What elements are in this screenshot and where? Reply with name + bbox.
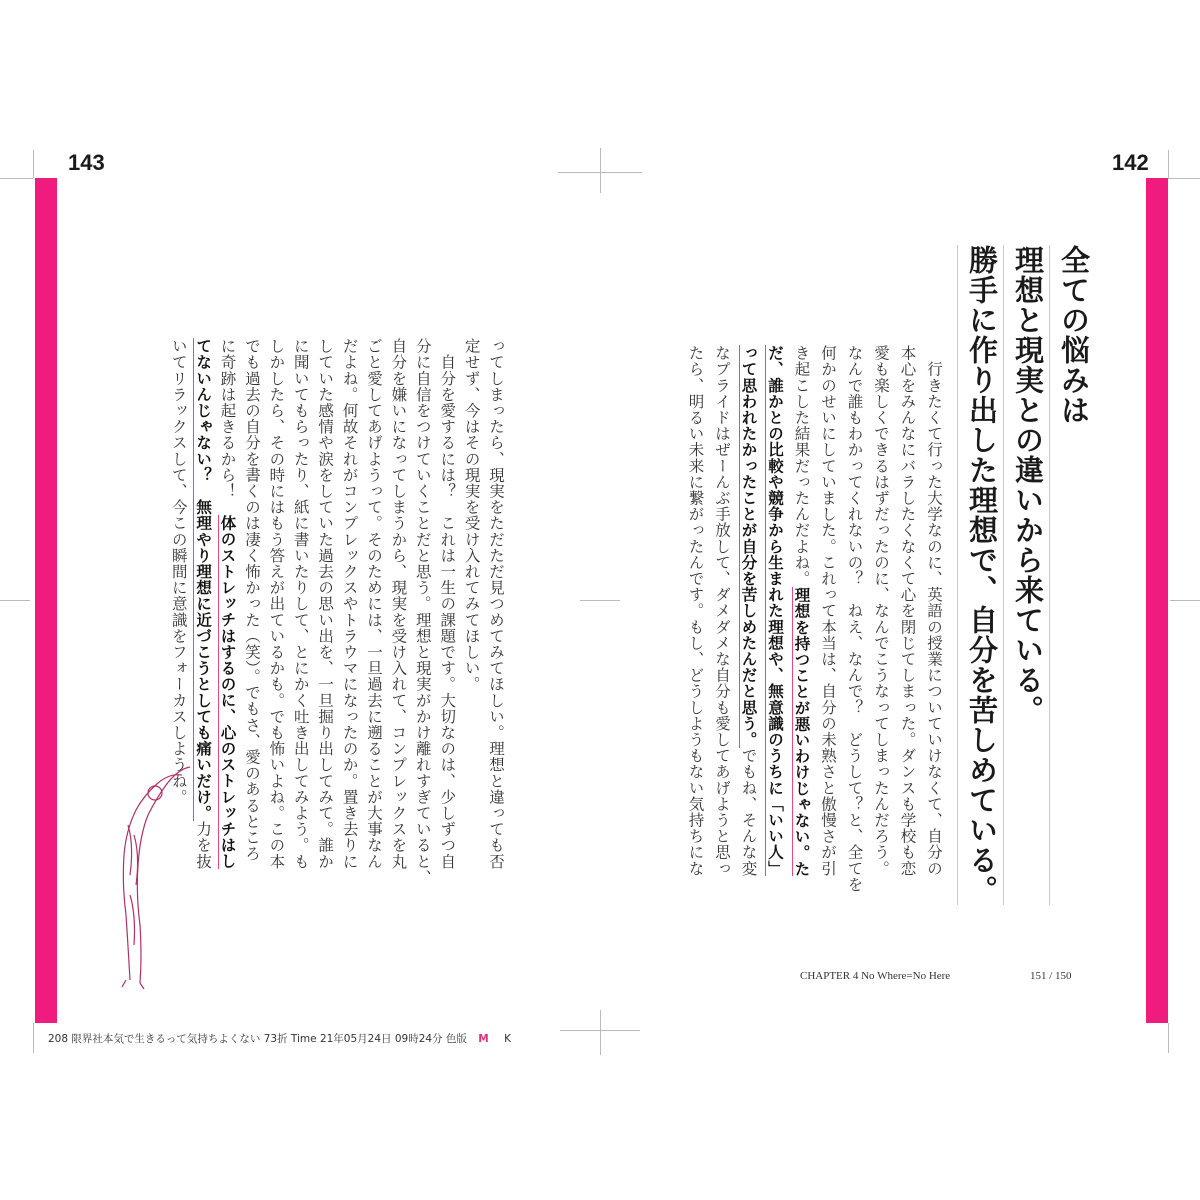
left-page-number: 143 [68,150,105,175]
crop-mark [1168,1023,1169,1053]
body-text: ってしまったら、現実をただただ見つめてみてほしい。理想と違っても否 [487,338,505,870]
text-column [215,338,239,868]
left-body-text [166,338,508,886]
stretching-woman-illustration [100,755,200,995]
body-text: でも過去の自分を書くのは凄く怖かった（笑）。でもさ、愛のあるところ [242,338,261,862]
text-column [337,338,361,868]
chapter-pages: 151 / 150 [1030,970,1072,982]
body-text: だよね。何故それがコンプレックスやトラウマになったのか。置き去りに [340,338,359,870]
emphasized-text: 体のストレッチはするのに、心のストレッチはし [218,515,237,870]
crop-mark [1168,150,1169,178]
text-column [868,345,895,875]
body-text: に聞いてもらったり、紙に書いたりして、とにかく吐き出してみよう。も [291,338,310,870]
body-text: 分に自信をつけていくことだと思う。理想と現実がかけ離れすぎていると、 [413,338,432,886]
text-column [815,345,842,875]
text-column [788,345,815,875]
body-text: していた感情や涙をしていた過去の思い出を、一旦掘り出してみて。誰か [316,338,335,870]
text-column [921,345,948,875]
chapter-headline [957,245,1095,905]
text-column [894,345,921,875]
body-text: なプライドはぜーんぶ手放して、ダメダメな自分も愛してあげようと思っ [713,345,731,877]
body-text: ごと愛してあげようって。そのためには、一旦過去に遡ることが大事なん [364,338,383,870]
body-text: に奇跡は起きるから！ [218,338,237,516]
crop-mark [0,600,30,601]
print-slug-text: 208 限界社本気で生きるって気持ちよくない 73折 Time 21年05月24日 09時24分 色版 [48,1033,471,1045]
headline-line: 全ての悩みは [1049,245,1095,905]
crop-mark [1170,600,1200,601]
left-accent-bar [35,178,57,1023]
text-column [735,345,762,875]
body-text: き起こした結果だったんだよね。 [792,345,811,587]
crop-mark [600,148,601,193]
text-column [682,345,709,875]
text-column [288,338,312,868]
body-text: なんで誰もわかってくれないの？ ねえ、なんで？ どうして？と、全てを [845,345,864,893]
emphasized-text: だ、誰かとの比較や競争から生まれた理想や、無意識のうちに「いい人」 [766,345,784,877]
headline-line: 理想と現実との違いから来ている。 [1003,245,1049,905]
text-column [313,338,337,868]
body-text: 本心をみんなにバラしたくなくて心を閉じてしまった。ダンスも学校も恋 [898,345,917,877]
text-column [264,338,288,868]
crop-mark [558,172,642,173]
body-text: でもね、そんな変 [739,747,758,877]
right-accent-bar [1146,178,1168,1023]
crop-mark [33,1023,34,1053]
body-text: 何かのせいにしていました。これって本当は、自分の未熟さと傲慢さが引 [819,345,837,877]
crop-mark [1168,178,1200,179]
right-body-text [682,345,947,893]
body-text: いてリラックスして、今この瞬間に意識をフォーカスしようね。 [169,338,188,805]
emphasized-text: てないんじゃない？ 無理やり理想に近づこうとしても痛いだけ。 [194,338,213,821]
text-column [762,345,789,875]
body-text: たら、明るい未来に繋がったんです。もし、どうしようもない気持ちにな [686,345,705,877]
text-column [435,338,459,868]
crop-mark [580,600,620,601]
text-column [410,338,434,886]
right-page-number: 142 [1112,150,1149,175]
crop-mark [0,178,33,179]
chapter-label: CHAPTER 4 No Where=No Here [800,970,951,982]
crop-mark [33,150,34,178]
crop-mark [600,1010,601,1055]
plate-k: K [504,1033,511,1045]
print-slug [48,1031,511,1046]
text-column [362,338,386,868]
body-text: 自分を嫌いになってしまうから、現実を受け入れて、コンプレックスを丸 [389,338,408,870]
text-column [459,338,483,868]
body-text: 自分を愛するには？ これは一生の課題です。大切なのは、少しずつ自 [438,338,457,870]
body-text: 力を抜 [194,821,213,870]
body-text: 愛も楽しくできるはずだったのに、なんでこうなってしまったんだろう。 [872,345,890,877]
emphasized-text: って思われたかったことが自分を苦しめたんだと思う。 [739,345,758,748]
text-column [386,338,410,868]
emphasized-text: 理想を持つことが悪いわけじゃない。た [792,586,811,877]
text-column [240,338,264,868]
body-text: 定せず、今はその現実を受け入れてみてほしい。 [462,338,481,693]
text-column [709,345,736,875]
body-text: 行きたくて行った大学なのに、英語の授業についていけなくて、自分の [925,345,943,877]
crop-mark [560,1030,640,1031]
plate-m: M [478,1033,489,1045]
text-column [484,338,508,868]
text-column [841,345,868,893]
headline-line: 勝手に作り出した理想で、自分を苦しめている。 [957,245,1003,905]
body-text: しかしたら、その時にはもう答えが出ているかも。でも怖いよね。この本 [267,338,286,870]
